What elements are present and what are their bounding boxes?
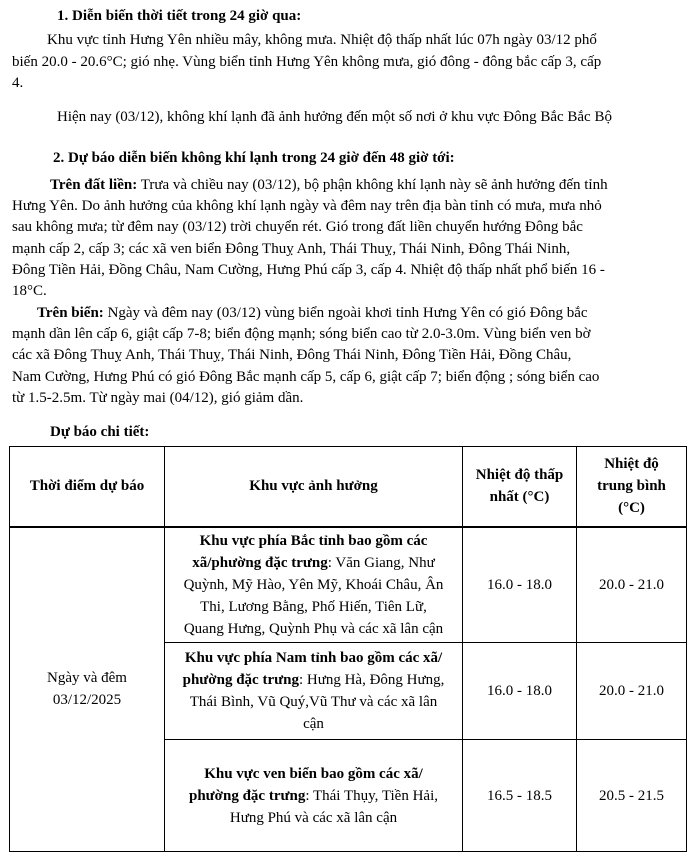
paragraph-line: Đông Tiền Hải, Đồng Châu, Nam Cường, Hưng Phú cấp 3, cấp 4. Nhiệt độ thấp nhất phổ biến 16 - xyxy=(12,262,605,278)
area-cell: Khu vực phía Nam tỉnh bao gồm các xã/ phường đặc trưng: Hưng Hà, Đông Hưng, Thái Bình, Vũ Quý,Vũ Thư và các xã lân cận xyxy=(165,643,463,740)
paragraph-line: Khu vực tỉnh Hưng Yên nhiều mây, không mưa. Nhiệt độ thấp nhất lúc 07h ngày 03/12 phổ xyxy=(47,32,597,48)
paragraph-line: mạnh cấp 2, cấp 3; các xã ven biển Đông Thuỵ Anh, Thái Thuỵ, Thái Ninh, Đông Thái Ninh, xyxy=(12,241,571,257)
section-1-heading: 1. Diễn biến thời tiết trong 24 giờ qua: xyxy=(57,8,302,24)
sea-label: Trên biển: xyxy=(37,305,104,321)
avg-temp-cell: 20.5 - 21.5 xyxy=(577,740,687,852)
min-temp-cell: 16.0 - 18.0 xyxy=(463,643,577,740)
header-min-temp: Nhiệt độ thấp nhất (°C) xyxy=(463,447,577,527)
table-row xyxy=(10,527,687,643)
paragraph-line: 18°C. xyxy=(12,283,47,299)
avg-temp-cell: 20.0 - 21.0 xyxy=(577,527,687,643)
paragraph-line: các xã Đông Thuỵ Anh, Thái Thuỵ, Thái Ninh, Đông Thái Ninh, Đông Tiền Hải, Đồng Châu, xyxy=(12,347,572,363)
header-time: Thời điểm dự báo xyxy=(10,447,165,527)
avg-temp-cell: 20.0 - 21.0 xyxy=(577,643,687,740)
paragraph-line: từ 1.5-2.5m. Từ ngày mai (04/12), gió giảm dần. xyxy=(12,390,304,406)
paragraph-line: Nam Cường, Hưng Phú có gió Đông Bắc mạnh cấp 5, cấp 6, giật cấp 7; biển động ; sóng biển cao xyxy=(12,369,600,385)
land-paragraph-first-line: Trên đất liền: Trưa và chiều nay (03/12), bộ phận không khí lạnh này sẽ ảnh hưởng đến tỉnh xyxy=(50,177,608,193)
sea-paragraph-first-line: Trên biển: Ngày và đêm nay (03/12) vùng biển ngoài khơi tỉnh Hưng Yên có gió Đông bắc xyxy=(37,305,588,321)
paragraph-line: biến 20.0 - 20.6°C; gió nhẹ. Vùng biển tỉnh Hưng Yên không mưa, gió đông - đông bắc cấp 3, cấp xyxy=(12,54,602,70)
table-header-row xyxy=(10,447,687,527)
time-cell: Ngày và đêm 03/12/2025 xyxy=(10,527,165,852)
paragraph-line: 4. xyxy=(12,75,24,91)
forecast-table xyxy=(9,446,687,852)
min-temp-cell: 16.0 - 18.0 xyxy=(463,527,577,643)
paragraph-line: sau không mưa; từ đêm nay (03/12) trời chuyển rét. Gió trong đất liền chuyển hướng Đông bắc xyxy=(12,219,583,235)
paragraph-line: Hiện nay (03/12), không khí lạnh đã ảnh hưởng đến một số nơi ở khu vực Đông Bắc Bắc Bộ xyxy=(57,109,612,125)
land-label: Trên đất liền: xyxy=(50,177,138,193)
area-cell: Khu vực ven biển bao gồm các xã/ phường đặc trưng: Thái Thụy, Tiền Hải, Hưng Phú và các xã lân cận xyxy=(165,740,463,852)
detail-label: Dự báo chi tiết: xyxy=(50,424,150,440)
paragraph-line: Hưng Yên. Do ảnh hưởng của không khí lạnh ngày và đêm nay trên địa bàn tỉnh có mưa, mưa nhỏ xyxy=(12,198,602,214)
paragraph-line: mạnh dần lên cấp 6, giật cấp 7-8; biển động mạnh; sóng biển cao từ 2.0-3.0m. Vùng biển ven bờ xyxy=(12,326,591,342)
min-temp-cell: 16.5 - 18.5 xyxy=(463,740,577,852)
section-2-heading: 2. Dự báo diễn biến không khí lạnh trong 24 giờ đến 48 giờ tới: xyxy=(53,150,455,166)
area-cell: Khu vực phía Bắc tỉnh bao gồm các xã/phường đặc trưng: Văn Giang, Như Quỳnh, Mỹ Hào, Yên Mỹ, Khoái Châu, Ân Thi, Lương Bằng, Phố Hiến, Tiên Lữ, Quang Hưng, Quỳnh Phụ và các xã lân cận xyxy=(165,527,463,643)
header-avg-temp: Nhiệt độ trung bình (°C) xyxy=(577,447,687,527)
header-area: Khu vực ảnh hưởng xyxy=(165,447,463,527)
